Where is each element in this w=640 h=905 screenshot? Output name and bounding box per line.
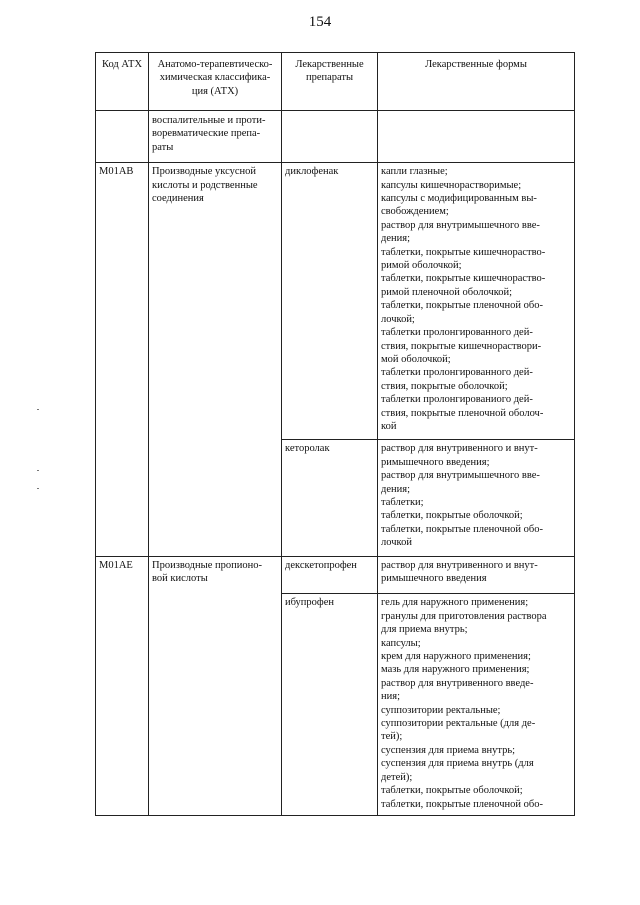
form-line: лочкой;	[381, 313, 415, 325]
classification-line: раты	[152, 141, 174, 153]
scan-speck	[37, 470, 39, 471]
header-forms: Лекарственные формы	[378, 53, 575, 111]
form-line: ствия, покрытые оболочкой;	[381, 380, 508, 392]
form-line: таблетки, покрытые пленочной обо-	[381, 523, 543, 535]
continuation-forms-cell	[378, 111, 575, 163]
table-row	[96, 556, 575, 594]
drug-name-cell: кеторолак	[282, 440, 378, 556]
atx-code-cell: М01АЕ	[96, 556, 149, 815]
form-line: мазь для наружного применения;	[381, 664, 530, 676]
atx-code-cell: М01АВ	[96, 163, 149, 556]
dosage-forms-cell	[378, 556, 575, 594]
form-line: дения;	[381, 483, 410, 495]
form-line: суспензия для приема внутрь (для	[381, 758, 534, 770]
form-line: суспензия для приема внутрь;	[381, 744, 516, 756]
form-line: суппозитории ректальные (для де-	[381, 718, 536, 730]
continuation-classification-cell	[149, 111, 282, 163]
drug-name-cell: ибупрофен	[282, 594, 378, 816]
classification-cell	[149, 556, 282, 815]
form-line: свобождением;	[381, 206, 449, 218]
dosage-forms-cell	[378, 163, 575, 440]
header-classification-line: ция (АТХ)	[191, 85, 239, 97]
classification-cell	[149, 163, 282, 556]
header-drugs-line: препараты	[305, 72, 354, 84]
form-line: капсулы;	[381, 637, 421, 649]
header-classification-line: Анатомо-терапевтическо-	[157, 59, 273, 70]
header-code: Код АТХ	[96, 53, 149, 111]
header-drugs	[282, 53, 378, 111]
scan-speck	[37, 409, 39, 410]
form-line: таблетки, покрытые оболочкой;	[381, 510, 523, 522]
classification-line: Производные уксусной	[152, 166, 256, 178]
scan-speck	[37, 488, 39, 489]
form-line: римышечного введения	[381, 573, 487, 584]
form-line: капсулы кишечнорастворимые;	[381, 179, 522, 191]
form-line: раствор для внутривенного введе-	[381, 677, 534, 689]
form-line: раствор для внутривенного и внут-	[381, 559, 538, 571]
form-line: суппозитории ректальные;	[381, 704, 501, 716]
page-number: 154	[308, 14, 332, 30]
classification-line: вой кислоты	[152, 573, 208, 584]
header-drugs-line: Лекарственные	[295, 59, 364, 70]
header-classification-line: химическая классифика-	[159, 72, 271, 84]
form-line: гель для наружного применения;	[381, 597, 529, 609]
form-line: мой оболочкой;	[381, 353, 451, 365]
continuation-code-cell	[96, 111, 149, 163]
form-line: римой оболочкой;	[381, 260, 462, 272]
form-line: римышечного введения;	[381, 456, 490, 468]
form-line: ствия, покрытые пленочной оболоч-	[381, 407, 544, 419]
form-line: ствия, покрытые кишечнораствори-	[381, 340, 542, 352]
classification-line: воревматические препа-	[152, 128, 261, 140]
header-classification	[149, 53, 282, 111]
form-line: таблетки, покрытые пленочной обо-	[381, 798, 543, 810]
continuation-row	[96, 111, 575, 163]
dosage-forms-cell	[378, 440, 575, 556]
form-line: таблетки, покрытые оболочкой;	[381, 785, 523, 797]
atx-table	[95, 52, 575, 816]
form-line: таблетки, покрытые кишечнораство-	[381, 273, 546, 285]
classification-line: воспалительные и проти-	[152, 115, 266, 126]
form-line: капли глазные;	[381, 166, 448, 178]
drug-name-cell: диклофенак	[282, 163, 378, 440]
continuation-drug-cell	[282, 111, 378, 163]
form-line: кой	[381, 420, 397, 432]
form-line: таблетки пролонгированного дей-	[381, 367, 533, 379]
form-line: раствор для внутримышечного вве-	[381, 470, 540, 482]
form-line: раствор для внутривенного и внут-	[381, 443, 538, 455]
classification-line: Производные пропионо-	[152, 559, 262, 571]
form-line: таблетки пролонгированиого дей-	[381, 394, 533, 406]
header-row	[96, 53, 575, 111]
form-line: дения;	[381, 233, 410, 245]
table-row	[96, 163, 575, 440]
form-line: капсулы с модифицированным вы-	[381, 193, 537, 205]
form-line: таблетки, покрытые пленочной обо-	[381, 300, 543, 312]
form-line: тей);	[381, 731, 403, 743]
drug-name-cell: декскетопрофен	[282, 556, 378, 594]
form-line: ния;	[381, 691, 400, 703]
classification-line: соединения	[152, 193, 204, 205]
form-line: лочкой	[381, 537, 412, 549]
form-line: таблетки пролонгированного дей-	[381, 327, 533, 339]
form-line: для приема внутрь;	[381, 624, 468, 636]
classification-line: кислоты и родственные	[152, 179, 258, 191]
form-line: римой пленочной оболочкой;	[381, 286, 513, 298]
form-line: таблетки, покрытые кишечнораство-	[381, 246, 546, 258]
form-line: крем для наружного применения;	[381, 651, 531, 663]
form-line: гранулы для приготовления раствора	[381, 610, 547, 622]
form-line: детей);	[381, 771, 413, 783]
form-line: раствор для внутримышечного вве-	[381, 219, 540, 231]
dosage-forms-cell	[378, 594, 575, 816]
form-line: таблетки;	[381, 496, 424, 508]
